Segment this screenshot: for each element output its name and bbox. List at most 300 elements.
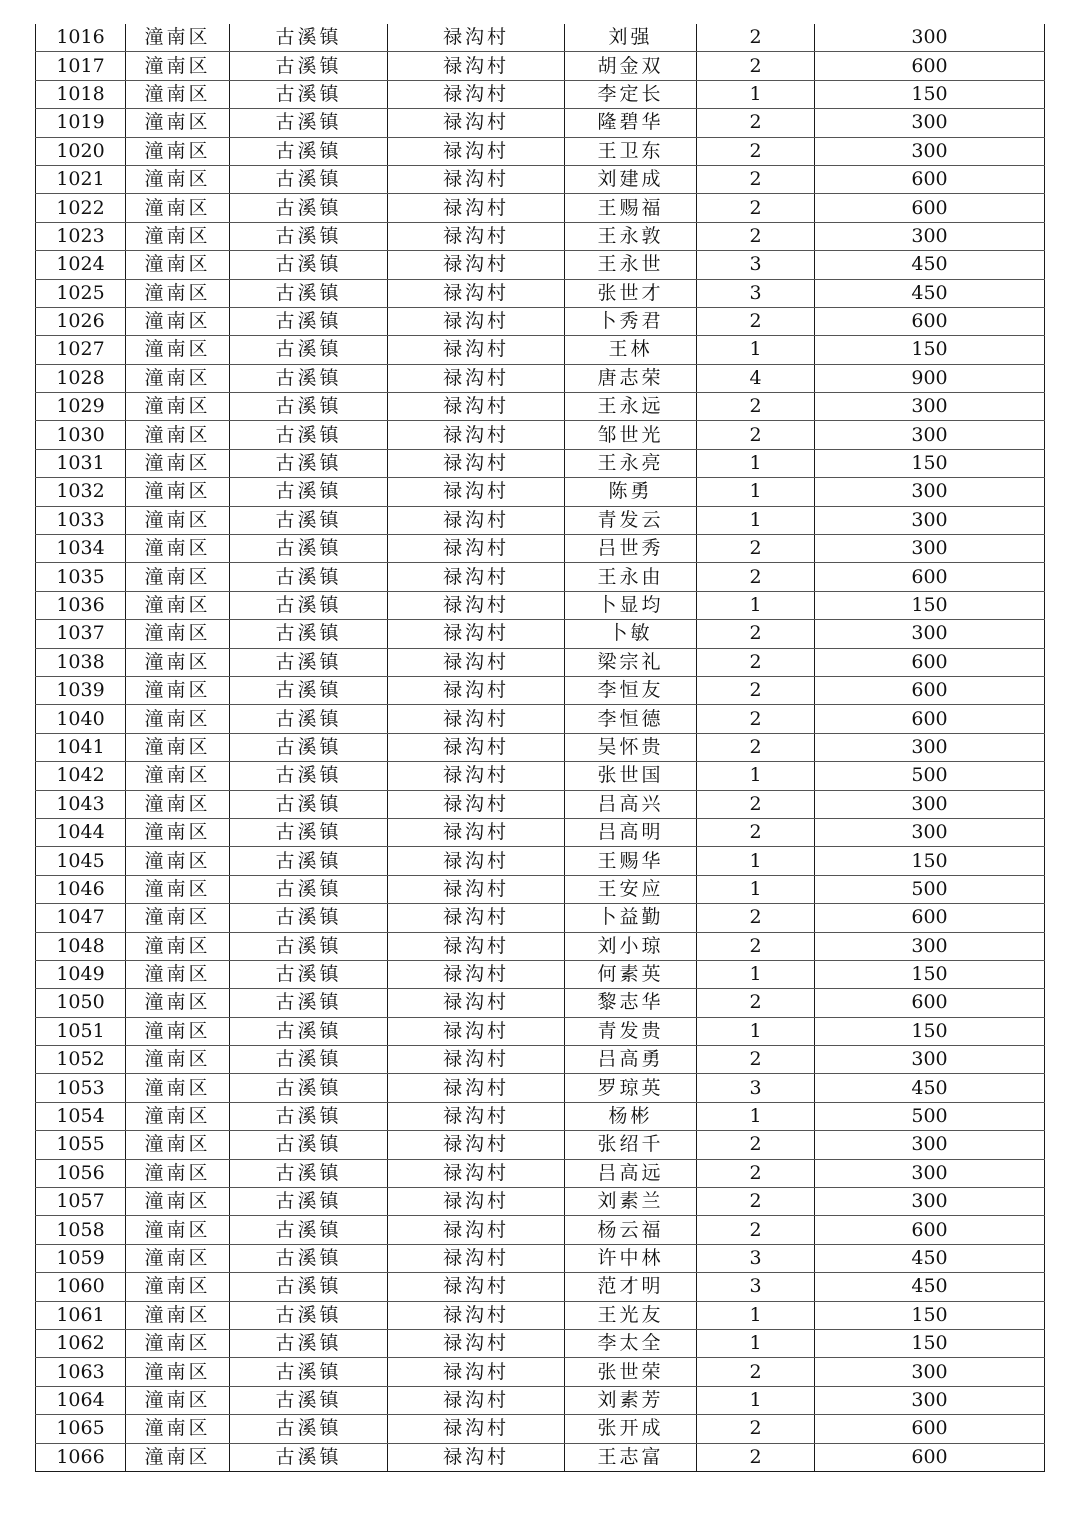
row-number-cell: 1022 [36, 194, 126, 222]
table-row [36, 847, 1045, 875]
row-number-cell: 1029 [36, 393, 126, 421]
count-cell: 2 [697, 222, 815, 250]
town-cell: 古溪镇 [230, 1386, 388, 1414]
row-number-cell: 1064 [36, 1386, 126, 1414]
count-cell: 1 [697, 1102, 815, 1130]
name-cell: 王永敦 [565, 222, 697, 250]
count-cell: 1 [697, 847, 815, 875]
town-cell: 古溪镇 [230, 535, 388, 563]
district-cell: 潼南区 [126, 1273, 230, 1301]
name-cell: 杨彬 [565, 1102, 697, 1130]
row-number-cell: 1063 [36, 1358, 126, 1386]
row-number-cell: 1030 [36, 421, 126, 449]
table-row [36, 506, 1045, 534]
row-number-cell: 1055 [36, 1131, 126, 1159]
table-row [36, 222, 1045, 250]
district-cell: 潼南区 [126, 478, 230, 506]
village-cell: 禄沟村 [388, 307, 565, 335]
amount-cell: 600 [815, 648, 1045, 676]
amount-cell: 300 [815, 932, 1045, 960]
town-cell: 古溪镇 [230, 932, 388, 960]
town-cell: 古溪镇 [230, 818, 388, 846]
row-number-cell: 1046 [36, 875, 126, 903]
count-cell: 2 [697, 648, 815, 676]
village-cell: 禄沟村 [388, 1159, 565, 1187]
village-cell: 禄沟村 [388, 591, 565, 619]
row-number-cell: 1059 [36, 1244, 126, 1272]
table-row [36, 790, 1045, 818]
town-cell: 古溪镇 [230, 1273, 388, 1301]
row-number-cell: 1056 [36, 1159, 126, 1187]
amount-cell: 300 [815, 1188, 1045, 1216]
count-cell: 2 [697, 676, 815, 704]
amount-cell: 450 [815, 1244, 1045, 1272]
table-row [36, 1358, 1045, 1386]
row-number-cell: 1039 [36, 676, 126, 704]
row-number-cell: 1060 [36, 1273, 126, 1301]
village-cell: 禄沟村 [388, 364, 565, 392]
name-cell: 王赐华 [565, 847, 697, 875]
count-cell: 1 [697, 1301, 815, 1329]
village-cell: 禄沟村 [388, 932, 565, 960]
table-row [36, 733, 1045, 761]
count-cell: 2 [697, 790, 815, 818]
name-cell: 刘素兰 [565, 1188, 697, 1216]
district-cell: 潼南区 [126, 137, 230, 165]
district-cell: 潼南区 [126, 1131, 230, 1159]
district-cell: 潼南区 [126, 904, 230, 932]
amount-cell: 150 [815, 449, 1045, 477]
row-number-cell: 1066 [36, 1443, 126, 1471]
district-cell: 潼南区 [126, 336, 230, 364]
table-row [36, 960, 1045, 988]
row-number-cell: 1020 [36, 137, 126, 165]
village-cell: 禄沟村 [388, 790, 565, 818]
table-row [36, 648, 1045, 676]
amount-cell: 600 [815, 904, 1045, 932]
town-cell: 古溪镇 [230, 1443, 388, 1471]
name-cell: 唐志荣 [565, 364, 697, 392]
amount-cell: 500 [815, 1102, 1045, 1130]
village-cell: 禄沟村 [388, 165, 565, 193]
table-row [36, 818, 1045, 846]
village-cell: 禄沟村 [388, 818, 565, 846]
amount-cell: 300 [815, 620, 1045, 648]
name-cell: 王永世 [565, 251, 697, 279]
name-cell: 黎志华 [565, 989, 697, 1017]
row-number-cell: 1035 [36, 563, 126, 591]
row-number-cell: 1021 [36, 165, 126, 193]
village-cell: 禄沟村 [388, 506, 565, 534]
row-number-cell: 1036 [36, 591, 126, 619]
table-row [36, 24, 1045, 52]
amount-cell: 150 [815, 1017, 1045, 1045]
amount-cell: 600 [815, 1415, 1045, 1443]
village-cell: 禄沟村 [388, 875, 565, 903]
district-cell: 潼南区 [126, 847, 230, 875]
count-cell: 2 [697, 818, 815, 846]
village-cell: 禄沟村 [388, 1301, 565, 1329]
table-row [36, 336, 1045, 364]
name-cell: 陈勇 [565, 478, 697, 506]
name-cell: 吕高明 [565, 818, 697, 846]
amount-cell: 300 [815, 222, 1045, 250]
row-number-cell: 1017 [36, 52, 126, 80]
name-cell: 李太全 [565, 1329, 697, 1357]
row-number-cell: 1048 [36, 932, 126, 960]
name-cell: 梁宗礼 [565, 648, 697, 676]
name-cell: 胡金双 [565, 52, 697, 80]
district-cell: 潼南区 [126, 421, 230, 449]
row-number-cell: 1034 [36, 535, 126, 563]
count-cell: 3 [697, 251, 815, 279]
row-number-cell: 1018 [36, 80, 126, 108]
district-cell: 潼南区 [126, 279, 230, 307]
name-cell: 张世才 [565, 279, 697, 307]
table-row [36, 1273, 1045, 1301]
name-cell: 卜益勤 [565, 904, 697, 932]
town-cell: 古溪镇 [230, 989, 388, 1017]
count-cell: 2 [697, 1159, 815, 1187]
village-cell: 禄沟村 [388, 1102, 565, 1130]
name-cell: 王赐福 [565, 194, 697, 222]
count-cell: 2 [697, 1358, 815, 1386]
table-row [36, 932, 1045, 960]
amount-cell: 600 [815, 194, 1045, 222]
name-cell: 李恒德 [565, 705, 697, 733]
name-cell: 吕高远 [565, 1159, 697, 1187]
town-cell: 古溪镇 [230, 762, 388, 790]
table-row [36, 478, 1045, 506]
count-cell: 3 [697, 1273, 815, 1301]
town-cell: 古溪镇 [230, 705, 388, 733]
table-row [36, 1443, 1045, 1471]
town-cell: 古溪镇 [230, 478, 388, 506]
row-number-cell: 1057 [36, 1188, 126, 1216]
village-cell: 禄沟村 [388, 1074, 565, 1102]
name-cell: 王永由 [565, 563, 697, 591]
count-cell: 2 [697, 705, 815, 733]
district-cell: 潼南区 [126, 506, 230, 534]
amount-cell: 600 [815, 989, 1045, 1017]
amount-cell: 600 [815, 563, 1045, 591]
name-cell: 王安应 [565, 875, 697, 903]
count-cell: 1 [697, 478, 815, 506]
table-row [36, 279, 1045, 307]
village-cell: 禄沟村 [388, 52, 565, 80]
district-cell: 潼南区 [126, 165, 230, 193]
amount-cell: 300 [815, 109, 1045, 137]
table-row [36, 137, 1045, 165]
village-cell: 禄沟村 [388, 449, 565, 477]
village-cell: 禄沟村 [388, 904, 565, 932]
village-cell: 禄沟村 [388, 222, 565, 250]
count-cell: 2 [697, 137, 815, 165]
row-number-cell: 1038 [36, 648, 126, 676]
count-cell: 2 [697, 989, 815, 1017]
amount-cell: 500 [815, 875, 1045, 903]
count-cell: 3 [697, 279, 815, 307]
table-row [36, 449, 1045, 477]
amount-cell: 300 [815, 790, 1045, 818]
amount-cell: 600 [815, 705, 1045, 733]
count-cell: 1 [697, 960, 815, 988]
village-cell: 禄沟村 [388, 80, 565, 108]
district-cell: 潼南区 [126, 393, 230, 421]
amount-cell: 300 [815, 818, 1045, 846]
town-cell: 古溪镇 [230, 1074, 388, 1102]
row-number-cell: 1065 [36, 1415, 126, 1443]
town-cell: 古溪镇 [230, 1415, 388, 1443]
count-cell: 2 [697, 904, 815, 932]
town-cell: 古溪镇 [230, 1358, 388, 1386]
town-cell: 古溪镇 [230, 1329, 388, 1357]
town-cell: 古溪镇 [230, 1131, 388, 1159]
name-cell: 杨云福 [565, 1216, 697, 1244]
name-cell: 何素英 [565, 960, 697, 988]
village-cell: 禄沟村 [388, 1046, 565, 1074]
table-row [36, 1329, 1045, 1357]
village-cell: 禄沟村 [388, 648, 565, 676]
district-cell: 潼南区 [126, 52, 230, 80]
town-cell: 古溪镇 [230, 393, 388, 421]
name-cell: 吕高勇 [565, 1046, 697, 1074]
name-cell: 王光友 [565, 1301, 697, 1329]
town-cell: 古溪镇 [230, 449, 388, 477]
count-cell: 2 [697, 421, 815, 449]
town-cell: 古溪镇 [230, 563, 388, 591]
count-cell: 1 [697, 762, 815, 790]
row-number-cell: 1044 [36, 818, 126, 846]
village-cell: 禄沟村 [388, 24, 565, 52]
amount-cell: 300 [815, 393, 1045, 421]
town-cell: 古溪镇 [230, 1046, 388, 1074]
table-row [36, 535, 1045, 563]
table-row [36, 563, 1045, 591]
row-number-cell: 1051 [36, 1017, 126, 1045]
district-cell: 潼南区 [126, 1244, 230, 1272]
town-cell: 古溪镇 [230, 1102, 388, 1130]
name-cell: 王林 [565, 336, 697, 364]
town-cell: 古溪镇 [230, 1159, 388, 1187]
village-cell: 禄沟村 [388, 1358, 565, 1386]
village-cell: 禄沟村 [388, 393, 565, 421]
amount-cell: 600 [815, 676, 1045, 704]
name-cell: 王卫东 [565, 137, 697, 165]
town-cell: 古溪镇 [230, 24, 388, 52]
row-number-cell: 1031 [36, 449, 126, 477]
name-cell: 王永亮 [565, 449, 697, 477]
row-number-cell: 1023 [36, 222, 126, 250]
amount-cell: 150 [815, 336, 1045, 364]
district-cell: 潼南区 [126, 818, 230, 846]
village-cell: 禄沟村 [388, 279, 565, 307]
town-cell: 古溪镇 [230, 251, 388, 279]
village-cell: 禄沟村 [388, 563, 565, 591]
table-row [36, 52, 1045, 80]
amount-cell: 300 [815, 1131, 1045, 1159]
name-cell: 卜显均 [565, 591, 697, 619]
row-number-cell: 1054 [36, 1102, 126, 1130]
amount-cell: 450 [815, 1273, 1045, 1301]
amount-cell: 450 [815, 279, 1045, 307]
village-cell: 禄沟村 [388, 1386, 565, 1414]
name-cell: 王永远 [565, 393, 697, 421]
town-cell: 古溪镇 [230, 109, 388, 137]
name-cell: 许中林 [565, 1244, 697, 1272]
district-cell: 潼南区 [126, 705, 230, 733]
amount-cell: 150 [815, 1301, 1045, 1329]
row-number-cell: 1033 [36, 506, 126, 534]
amount-cell: 900 [815, 364, 1045, 392]
amount-cell: 300 [815, 1358, 1045, 1386]
name-cell: 吕高兴 [565, 790, 697, 818]
amount-cell: 150 [815, 591, 1045, 619]
count-cell: 2 [697, 1046, 815, 1074]
district-cell: 潼南区 [126, 194, 230, 222]
town-cell: 古溪镇 [230, 875, 388, 903]
district-cell: 潼南区 [126, 251, 230, 279]
count-cell: 2 [697, 194, 815, 222]
town-cell: 古溪镇 [230, 52, 388, 80]
amount-cell: 600 [815, 307, 1045, 335]
name-cell: 张绍千 [565, 1131, 697, 1159]
town-cell: 古溪镇 [230, 165, 388, 193]
district-cell: 潼南区 [126, 449, 230, 477]
count-cell: 2 [697, 165, 815, 193]
table-row [36, 307, 1045, 335]
district-cell: 潼南区 [126, 24, 230, 52]
amount-cell: 300 [815, 733, 1045, 761]
district-cell: 潼南区 [126, 620, 230, 648]
count-cell: 2 [697, 620, 815, 648]
row-number-cell: 1052 [36, 1046, 126, 1074]
district-cell: 潼南区 [126, 591, 230, 619]
amount-cell: 450 [815, 251, 1045, 279]
town-cell: 古溪镇 [230, 1188, 388, 1216]
town-cell: 古溪镇 [230, 790, 388, 818]
town-cell: 古溪镇 [230, 960, 388, 988]
data-table [35, 24, 1045, 1472]
amount-cell: 300 [815, 24, 1045, 52]
count-cell: 1 [697, 336, 815, 364]
town-cell: 古溪镇 [230, 1017, 388, 1045]
district-cell: 潼南区 [126, 989, 230, 1017]
table-row [36, 1102, 1045, 1130]
count-cell: 2 [697, 1131, 815, 1159]
table-body [36, 24, 1045, 1471]
town-cell: 古溪镇 [230, 279, 388, 307]
table-row [36, 591, 1045, 619]
district-cell: 潼南区 [126, 676, 230, 704]
district-cell: 潼南区 [126, 1074, 230, 1102]
amount-cell: 150 [815, 80, 1045, 108]
village-cell: 禄沟村 [388, 676, 565, 704]
town-cell: 古溪镇 [230, 137, 388, 165]
amount-cell: 150 [815, 1329, 1045, 1357]
village-cell: 禄沟村 [388, 1443, 565, 1471]
count-cell: 2 [697, 307, 815, 335]
count-cell: 2 [697, 563, 815, 591]
name-cell: 青发云 [565, 506, 697, 534]
amount-cell: 300 [815, 1386, 1045, 1414]
row-number-cell: 1025 [36, 279, 126, 307]
table-row [36, 1386, 1045, 1414]
town-cell: 古溪镇 [230, 591, 388, 619]
count-cell: 1 [697, 1017, 815, 1045]
village-cell: 禄沟村 [388, 1131, 565, 1159]
town-cell: 古溪镇 [230, 307, 388, 335]
district-cell: 潼南区 [126, 762, 230, 790]
count-cell: 2 [697, 393, 815, 421]
row-number-cell: 1043 [36, 790, 126, 818]
name-cell: 卜秀君 [565, 307, 697, 335]
count-cell: 2 [697, 24, 815, 52]
count-cell: 4 [697, 364, 815, 392]
district-cell: 潼南区 [126, 1017, 230, 1045]
town-cell: 古溪镇 [230, 847, 388, 875]
name-cell: 罗琼英 [565, 1074, 697, 1102]
name-cell: 李定长 [565, 80, 697, 108]
name-cell: 刘小琼 [565, 932, 697, 960]
district-cell: 潼南区 [126, 1159, 230, 1187]
village-cell: 禄沟村 [388, 1415, 565, 1443]
row-number-cell: 1047 [36, 904, 126, 932]
table-row [36, 1188, 1045, 1216]
name-cell: 张世荣 [565, 1358, 697, 1386]
amount-cell: 300 [815, 137, 1045, 165]
count-cell: 2 [697, 932, 815, 960]
table-row [36, 421, 1045, 449]
district-cell: 潼南区 [126, 1188, 230, 1216]
table-row [36, 1159, 1045, 1187]
table-row [36, 1074, 1045, 1102]
row-number-cell: 1061 [36, 1301, 126, 1329]
row-number-cell: 1028 [36, 364, 126, 392]
count-cell: 2 [697, 733, 815, 761]
table-row [36, 1216, 1045, 1244]
town-cell: 古溪镇 [230, 1216, 388, 1244]
district-cell: 潼南区 [126, 1415, 230, 1443]
district-cell: 潼南区 [126, 932, 230, 960]
district-cell: 潼南区 [126, 535, 230, 563]
town-cell: 古溪镇 [230, 733, 388, 761]
town-cell: 古溪镇 [230, 506, 388, 534]
village-cell: 禄沟村 [388, 336, 565, 364]
amount-cell: 300 [815, 421, 1045, 449]
amount-cell: 150 [815, 960, 1045, 988]
village-cell: 禄沟村 [388, 705, 565, 733]
district-cell: 潼南区 [126, 960, 230, 988]
count-cell: 3 [697, 1244, 815, 1272]
district-cell: 潼南区 [126, 733, 230, 761]
name-cell: 卜敏 [565, 620, 697, 648]
name-cell: 刘建成 [565, 165, 697, 193]
row-number-cell: 1062 [36, 1329, 126, 1357]
count-cell: 3 [697, 1074, 815, 1102]
table-row [36, 1046, 1045, 1074]
district-cell: 潼南区 [126, 80, 230, 108]
town-cell: 古溪镇 [230, 1244, 388, 1272]
table-row [36, 1131, 1045, 1159]
table-row [36, 904, 1045, 932]
district-cell: 潼南区 [126, 1216, 230, 1244]
amount-cell: 150 [815, 847, 1045, 875]
district-cell: 潼南区 [126, 1102, 230, 1130]
row-number-cell: 1032 [36, 478, 126, 506]
village-cell: 禄沟村 [388, 620, 565, 648]
count-cell: 1 [697, 1329, 815, 1357]
